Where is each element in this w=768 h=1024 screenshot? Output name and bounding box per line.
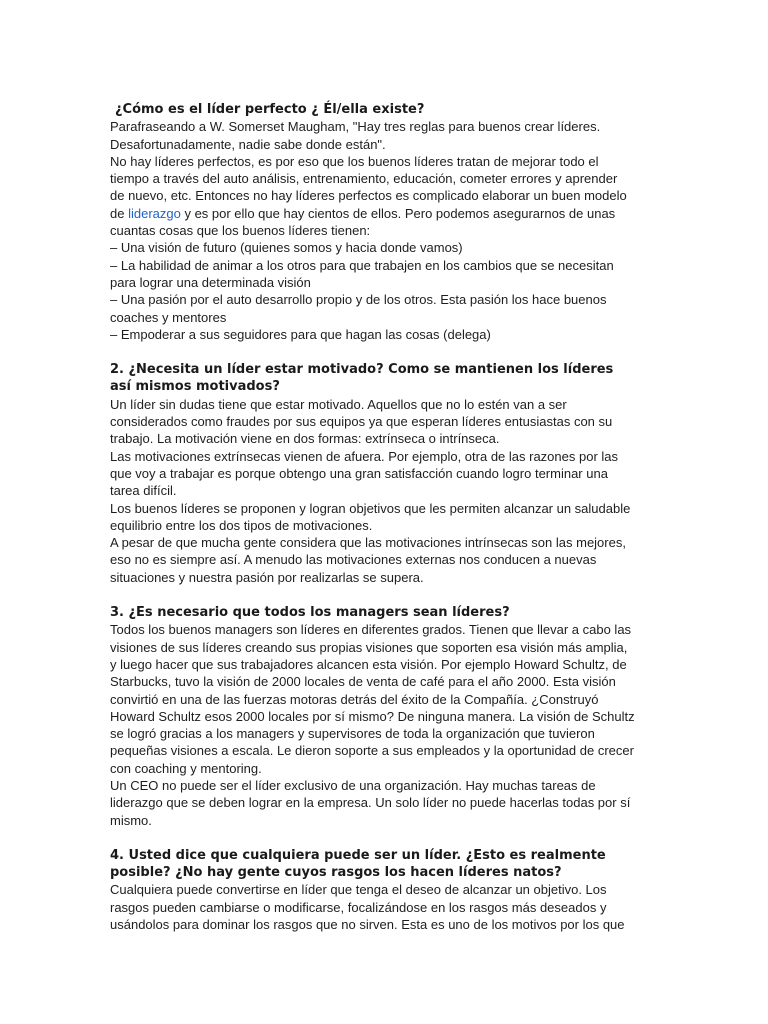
section-2-paragraph-2: Las motivaciones extrínsecas vienen de afuera. Por ejemplo, otra de las razones por las que voy a trabajar es porque obtengo una gran satisfacción cuando logro terminar una tarea difícil. xyxy=(110,448,618,499)
liderazgo-link[interactable]: liderazgo xyxy=(128,205,181,221)
bullet-pasion: – Una pasión por el auto desarrollo propio y de los otros. Esta pasión los hace buenos coaches y mentores xyxy=(110,292,607,325)
section-3 xyxy=(110,604,635,829)
section-2-heading: 2. ¿Necesita un líder estar motivado? Como se mantienen los líderes así mismos motivados? xyxy=(110,362,614,395)
section-2-paragraph-3: Los buenos líderes se proponen y logran objetivos que les permiten alcanzar un saludable equilibrio entre los dos tipos de motivaciones. xyxy=(110,500,631,533)
section-1-paragraph-2 xyxy=(110,153,635,239)
section-2 xyxy=(110,361,635,586)
section-1-paragraph-2-text-b: y es por ello que hay cientos de ellos. Pero podemos asegurarnos de unas cuantas cosas que los buenos líderes tienen: xyxy=(110,205,616,239)
section-2-paragraph-4: A pesar de que mucha gente considera que las motivaciones intrínsecas son las mejores, eso no es siempre así. A menudo las motivaciones externas nos conducen a nuevas situaciones y nuestra pasión por realizarlas se supera. xyxy=(110,535,626,585)
document-body xyxy=(110,101,635,933)
section-1-paragraph-1: Parafraseando a W. Somerset Maugham, "Hay tres reglas para buenos crear líderes. Desafortunadamente, nadie sabe donde están". xyxy=(110,119,601,152)
section-spacer xyxy=(110,829,635,847)
section-4-paragraph-1: Cualquiera puede convertirse en líder que tenga el deseo de alcanzar un objetivo. Los rasgos pueden cambiarse o modificarse, focalizándose en los rasgos más deseados y usándolos para dominar los rasgos que no sirven. Esta es uno de los motivos por los que xyxy=(110,882,625,933)
bullet-animar: – La habilidad de animar a los otros para que trabajen en los cambios que se necesitan para lograr una determinada visión xyxy=(110,257,614,290)
section-4-heading: 4. Usted dice que cualquiera puede ser un líder. ¿Esto es realmente posible? ¿No hay gente cuyos rasgos los hacen líderes natos? xyxy=(110,847,606,881)
section-1-heading: ¿Cómo es el líder perfecto ¿ Él/ella existe? xyxy=(115,102,425,117)
section-3-heading: 3. ¿Es necesario que todos los managers sean líderes? xyxy=(110,605,510,621)
section-1 xyxy=(110,101,635,343)
section-4 xyxy=(110,847,635,933)
bullet-empoderar: – Empoderar a sus seguidores para que hagan las cosas (delega) xyxy=(110,326,491,342)
section-1-paragraph-2-text-a: No hay líderes perfectos, es por eso que los buenos líderes tratan de mejorar todo el tiempo a través del auto análisis, entrenamiento, educación, cometer errores y aprender de nuevo, etc. Entonces no hay líderes perfectos es complicado elaborar un buen modelo de xyxy=(110,153,627,221)
section-3-paragraph-1: Todos los buenos managers son líderes en diferentes grados. Tienen que llevar a cabo las visiones de sus líderes creando sus propias visiones que soporten esa visión más amplia, y luego hacer que sus trabajadores alcancen esta visión. Por ejemplo Howard Schultz, de Starbucks, tuvo la visión de 2000 locales de venta de café para el año 2000. Esta visión convirtió en una de las fuerzas motoras detrás del éxito de la Compañía. ¿Construyó Howard Schultz esos 2000 locales por sí mismo? De ninguna manera. La visión de Schultz se logró gracias a los managers y supervisores de toda la organización que tuvieron pequeñas visiones a escala. Le dieron soporte a sus empleados y la oportunidad de crecer con coaching y mentoring. xyxy=(110,622,635,776)
section-2-paragraph-1: Un líder sin dudas tiene que estar motivado. Aquellos que no lo estén van a ser considerados como fraudes por sus equipos ya que esperan líderes entusiastas con su trabajo. La motivación viene en dos formas: extrínseca o intrínseca. xyxy=(110,396,613,447)
section-spacer xyxy=(110,343,635,361)
section-spacer xyxy=(110,586,635,604)
section-3-paragraph-2: Un CEO no puede ser el líder exclusivo de una organización. Hay muchas tareas de liderazgo que se deben lograr en la empresa. Un solo líder no puede hacerlas todas por sí mismo. xyxy=(110,777,631,828)
bullet-vision: – Una visión de futuro (quienes somos y hacia donde vamos) xyxy=(110,240,463,256)
